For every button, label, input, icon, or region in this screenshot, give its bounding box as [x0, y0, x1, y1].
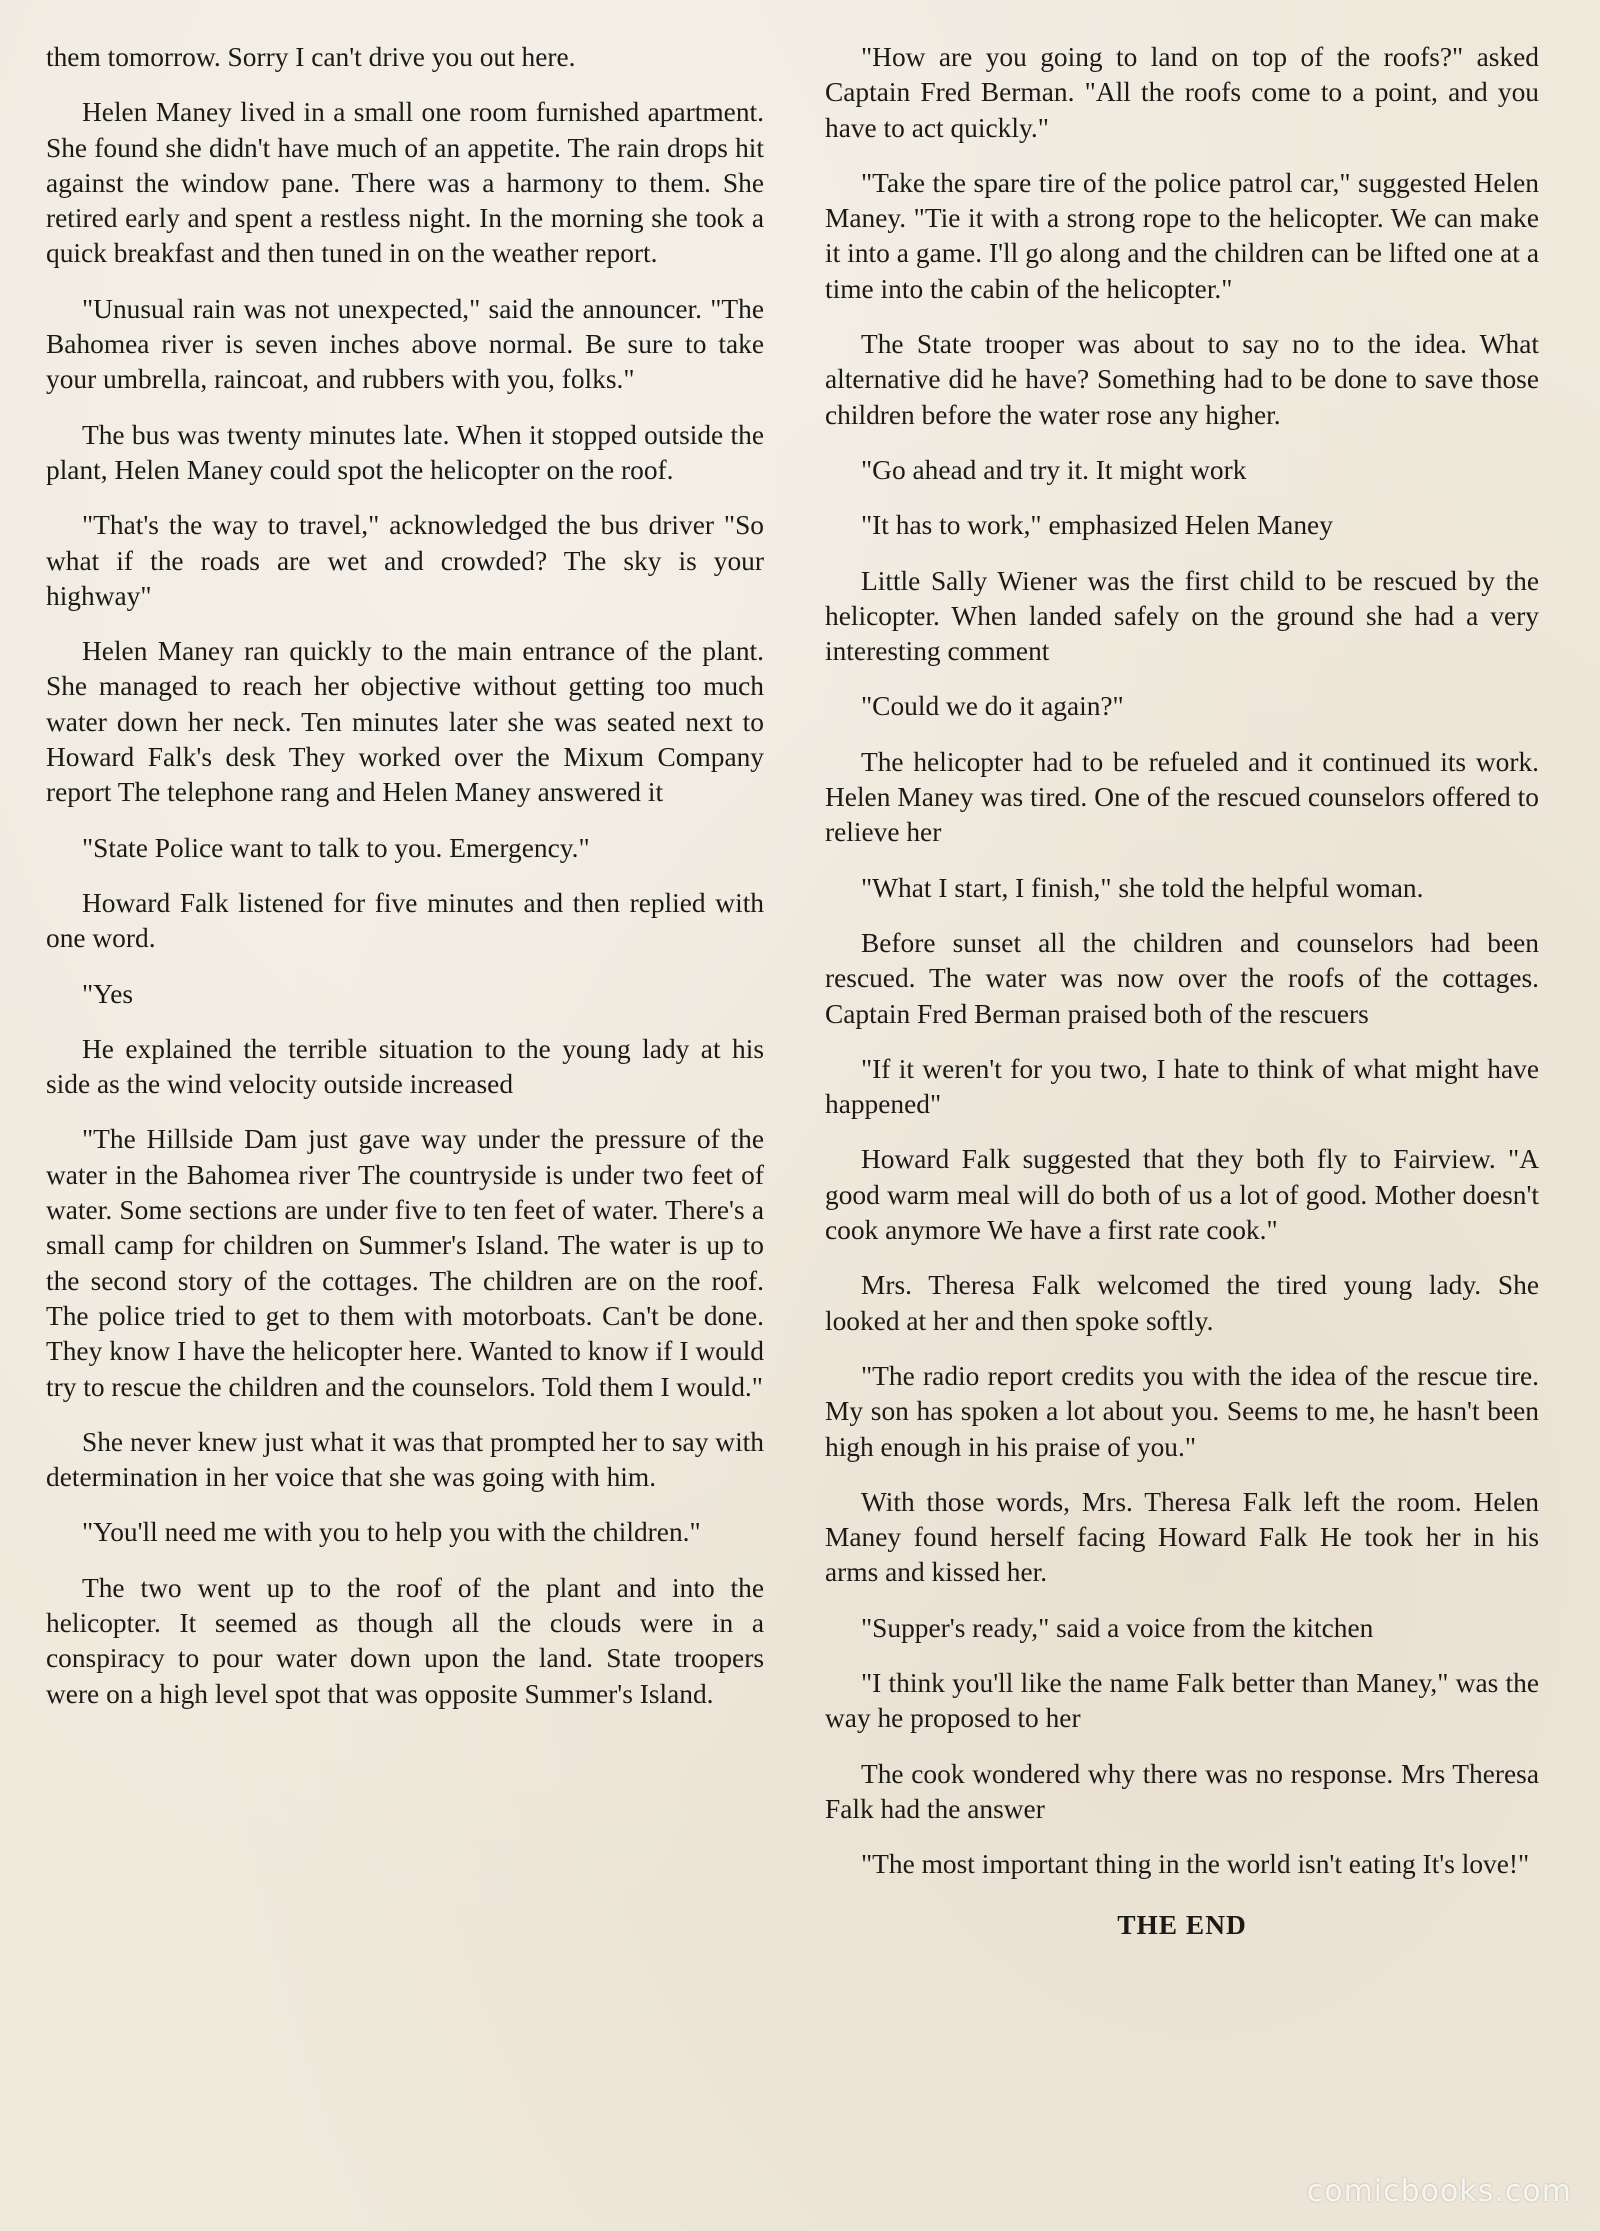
paragraph: Howard Falk listened for five minutes and then replied with one word.	[46, 887, 764, 954]
paragraph: "What I start, I finish," she told the helpful woman.	[861, 872, 1424, 903]
paragraph: "You'll need me with you to help you with the children."	[82, 1517, 701, 1548]
paragraph: The helicopter had to be refueled and it continued its work. Helen Maney was tired. One of the rescued counselors offered to relieve her	[825, 746, 1539, 848]
paragraph: "That's the way to travel," acknowledged the bus driver "So what if the roads are wet and crowded? The sky is your highway"	[46, 510, 764, 611]
left-text-column	[46, 40, 764, 1732]
paragraph: She never knew just what it was that prompted her to say with determination in her voice that she was going with him.	[46, 1426, 764, 1493]
paragraph: "The Hillside Dam just gave way under the pressure of the water in the Bahomea river The countryside is under two feet of water. Some sections are under five to ten feet of water. There's a small camp for children on Summer's Island. The water is up to the second story of the cottages. The children are on the roof. The police tried to get to them with motorboats. Can't be done. They know I have the helicopter here. Wanted to know if I would try to rescue the children and the counselors. Told them I would."	[46, 1124, 764, 1402]
right-text-column	[825, 40, 1539, 1964]
paragraph: "It has to work," emphasized Helen Maney	[861, 510, 1333, 541]
the-end-label: THE END	[1117, 1910, 1247, 1941]
paragraph: Howard Falk suggested that they both fly to Fairview. "A good warm meal will do both of us a lot of good. Mother doesn't cook anymore We have a first rate cook."	[825, 1144, 1539, 1246]
paragraph: Before sunset all the children and counselors had been rescued. The water was now over the roofs of the cottages. Captain Fred Berman praised both of the rescuers	[825, 927, 1539, 1029]
paragraph: Little Sally Wiener was the first child to be rescued by the helicopter. When landed safely on the ground she had a very interesting comment	[825, 565, 1539, 667]
paragraph: them tomorrow. Sorry I can't drive you out here.	[46, 42, 576, 72]
paragraph: The cook wondered why there was no response. Mrs Theresa Falk had the answer	[825, 1758, 1539, 1824]
paragraph: Helen Maney ran quickly to the main entrance of the plant. She managed to reach her objective without getting too much water down her neck. Ten minutes later she was seated next to Howard Falk's desk They worked over the Mixum Company report The telephone rang and Helen Maney answered it	[46, 636, 764, 808]
site-watermark: comicbooks.com	[1306, 2174, 1572, 2209]
paragraph: "The most important thing in the world isn't eating It's love!"	[861, 1849, 1530, 1880]
paragraph: "Go ahead and try it. It might work	[861, 454, 1247, 485]
paragraph: Helen Maney lived in a small one room furnished apartment. She found she didn't have much of an appetite. The rain drops hit against the window pane. There was a harmony to them. She retired early and spent a restless night. In the morning she took a quick breakfast and then tuned in on the weather report.	[46, 97, 764, 269]
paragraph: "Supper's ready," said a voice from the kitchen	[861, 1612, 1374, 1643]
paragraph: The State trooper was about to say no to the idea. What alternative did he have? Something had to be done to save those children before the water rose any higher.	[825, 329, 1539, 430]
paragraph: With those words, Mrs. Theresa Falk left the room. Helen Maney found herself facing Howard Falk He took her in his arms and kissed her.	[825, 1486, 1539, 1588]
paragraph: "The radio report credits you with the idea of the rescue tire. My son has spoken a lot about you. Seems to me, he hasn't been high enough in his praise of you."	[825, 1360, 1539, 1462]
paragraph: "Could we do it again?"	[861, 691, 1124, 722]
paragraph: The two went up to the roof of the plant and into the helicopter. It seemed as though all the clouds were in a conspiracy to pour water down upon the land. State troopers were on a high level spot that was opposite Summer's Island.	[46, 1572, 764, 1709]
paragraph: "If it weren't for you two, I hate to think of what might have happened"	[825, 1053, 1539, 1120]
paragraph: He explained the terrible situation to the young lady at his side as the wind velocity outside increased	[46, 1033, 764, 1100]
paragraph: "Unusual rain was not unexpected," said the announcer. "The Bahomea river is seven inches above normal. Be sure to take your umbrella, raincoat, and rubbers with you, folks."	[46, 293, 764, 395]
paragraph: "Yes	[82, 978, 134, 1009]
paragraph: The bus was twenty minutes late. When it stopped outside the plant, Helen Maney could spot the helicopter on the roof.	[46, 419, 764, 485]
paragraph: "I think you'll like the name Falk better than Maney," was the way he proposed to her	[825, 1667, 1539, 1734]
paragraph: Mrs. Theresa Falk welcomed the tired young lady. She looked at her and then spoke softly.	[825, 1270, 1539, 1336]
paragraph: "How are you going to land on top of the roofs?" asked Captain Fred Berman. "All the roofs come to a point, and you have to act quickly."	[825, 42, 1539, 143]
paragraph: "Take the spare tire of the police patrol car," suggested Helen Maney. "Tie it with a strong rope to the helicopter. We can make it into a game. I'll go along and the children can be lifted one at a time into the cabin of the helicopter."	[825, 167, 1539, 304]
paragraph: "State Police want to talk to you. Emergency."	[82, 832, 590, 863]
